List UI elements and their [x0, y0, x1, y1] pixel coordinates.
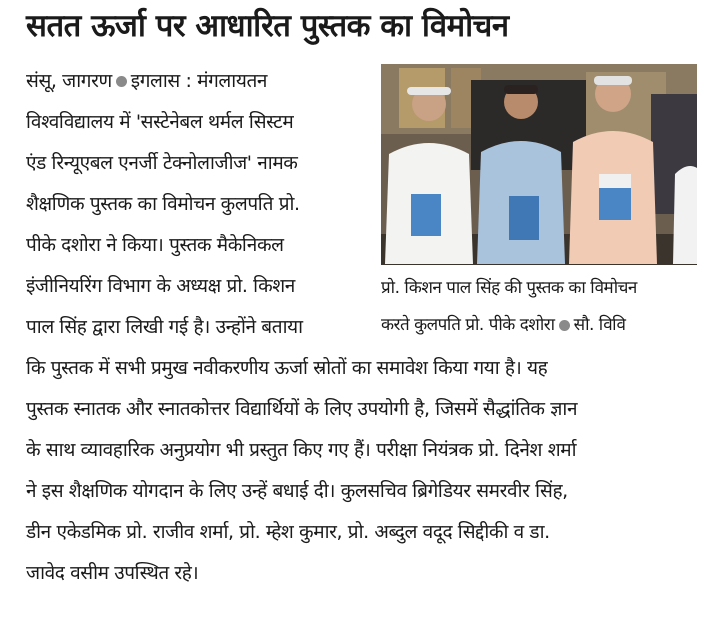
body-line: ने इस शैक्षणिक योगदान के लिए उन्हें बधाई दी। कुलसचिव ब्रिगेडियर समरवीर सिंह,	[26, 480, 568, 502]
bullet-icon	[559, 320, 570, 331]
body-line: पुस्तक स्नातक और स्नातकोत्तर विद्यार्थियों के लिए उपयोगी है, जिसमें सैद्धांतिक ज्ञान	[26, 398, 578, 420]
photo-credit: सौ. विवि	[573, 315, 626, 335]
body-line: जावेद वसीम उपस्थित रहे।	[26, 562, 199, 584]
body-line: कि पुस्तक में सभी प्रमुख नवीकरणीय ऊर्जा स्रोतों का समावेश किया गया है। यह	[26, 357, 548, 379]
dateline	[26, 66, 267, 96]
body-line: शैक्षणिक पुस्तक का विमोचन कुलपति प्रो.	[26, 193, 300, 215]
caption-text: करते कुलपति प्रो. पीके दशोरा	[381, 315, 555, 335]
dateline-source: संसू, जागरण	[26, 70, 112, 92]
dateline-place: इगलास :	[130, 70, 192, 92]
body-line: पीके दशोरा ने किया। पुस्तक मैकेनिकल	[26, 234, 284, 256]
photo-caption-line-2	[381, 310, 626, 340]
headline: सतत ऊर्जा पर आधारित पुस्तक का विमोचन	[26, 8, 509, 44]
body-line: इंजीनियरिंग विभाग के अध्यक्ष प्रो. किशन	[26, 275, 295, 297]
body-line: पाल सिंह द्वारा लिखी गई है। उन्होंने बताया	[26, 316, 303, 338]
body-line: विश्वविद्यालय में 'सस्टेनेबल थर्मल सिस्टम	[26, 111, 294, 133]
body-line: एंड रिन्यूएबल एनर्जी टेक्नोलाजीज' नामक	[26, 152, 298, 174]
news-photo	[381, 64, 697, 265]
photo-caption-line-1: प्रो. किशन पाल सिंह की पुस्तक का विमोचन	[381, 278, 637, 298]
body-line: के साथ व्यावहारिक अनुप्रयोग भी प्रस्तुत किए गए हैं। परीक्षा नियंत्रक प्रो. दिनेश शर्मा	[26, 439, 577, 461]
body-line: डीन एकेडमिक प्रो. राजीव शर्मा, प्रो. म्हेश कुमार, प्रो. अब्दुल वदूद सिद्दीकी व डा.	[26, 521, 550, 543]
bullet-icon	[116, 76, 127, 87]
dateline-rest: मंगलायतन	[197, 70, 268, 92]
